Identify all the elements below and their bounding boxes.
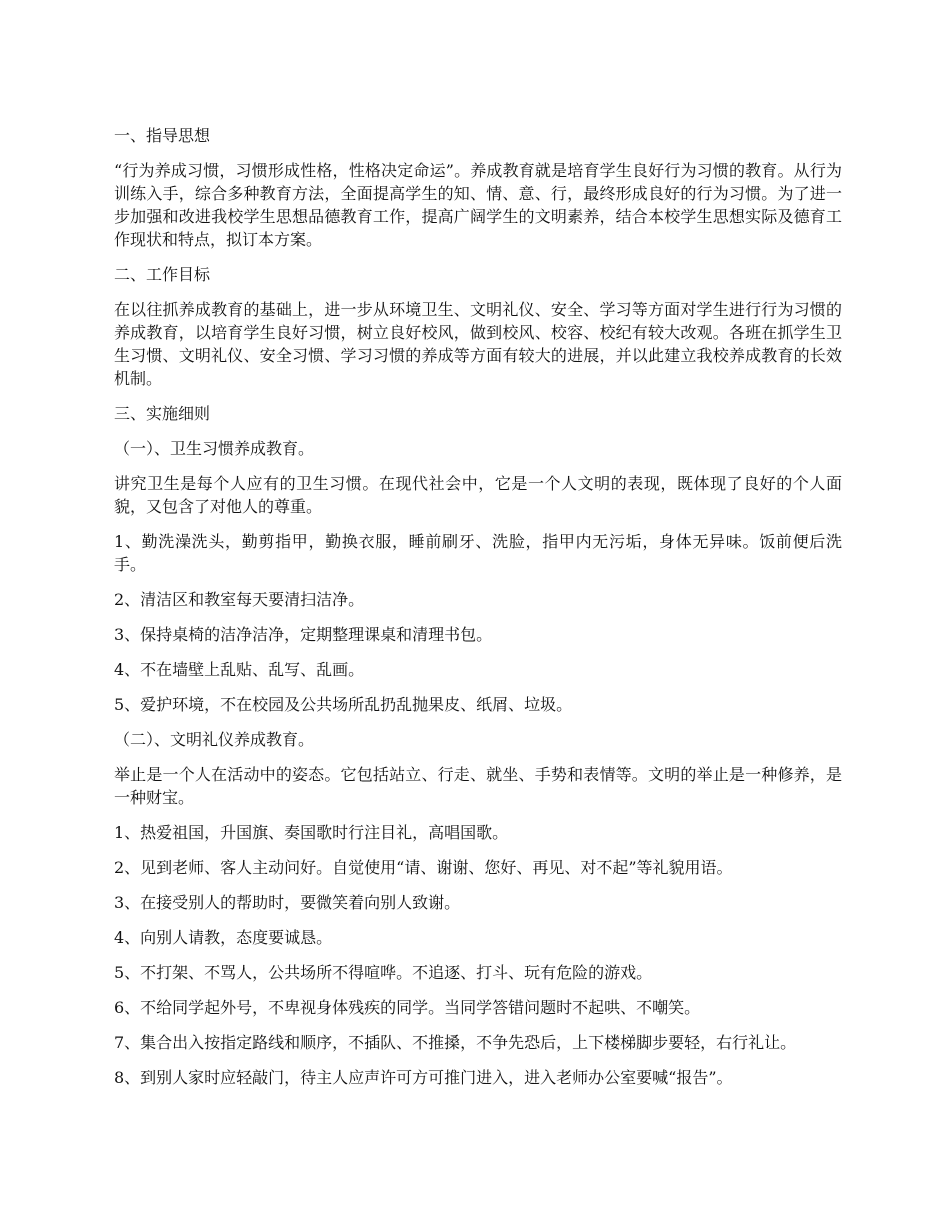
list-item-hygiene-1: 1、勤洗澡洗头，勤剪指甲，勤换衣服，睡前刷牙、洗脸，指甲内无污垢，身体无异味。饭前便后洗手。: [114, 532, 842, 574]
list-item-etiquette-1: 1、热爱祖国，升国旗、奏国歌时行注目礼，高唱国歌。: [114, 823, 509, 842]
paragraph-etiquette-intro: 举止是一个人在活动中的姿态。它包括站立、行走、就坐、手势和表情等。文明的举止是一种修养，是一种财宝。: [114, 765, 842, 807]
list-item-hygiene-5: 5、爱护环境，不在校园及公共场所乱扔乱抛果皮、纸屑、垃圾。: [114, 695, 573, 714]
document-page: [114, 124, 842, 1101]
list-item-etiquette-5: 5、不打架、不骂人，公共场所不得喧哗。不追逐、打斗、玩有危险的游戏。: [114, 963, 653, 982]
section-heading-work-goals: 二、工作目标: [114, 265, 211, 284]
subsection-heading-etiquette: （二）、文明礼仪养成教育。: [114, 730, 315, 749]
list-item-etiquette-8: 8、到别人家时应轻敲门，待主人应声许可方可推门进入，进入老师办公室要喊“报告”。: [114, 1068, 733, 1087]
list-item-etiquette-7: 7、集合出入按指定路线和顺序，不插队、不推搡，不争先恐后，上下楼梯脚步要轻，右行礼让。: [114, 1033, 797, 1052]
list-item-hygiene-2: 2、清洁区和教室每天要清扫洁净。: [114, 590, 365, 609]
list-item-etiquette-2: 2、见到老师、客人主动问好。自觉使用“请、谢谢、您好、再见、对不起”等礼貌用语。: [114, 858, 733, 877]
list-item-hygiene-4: 4、不在墙壁上乱贴、乱写、乱画。: [114, 660, 365, 679]
subsection-heading-hygiene: （一）、卫生习惯养成教育。: [114, 439, 315, 458]
section-heading-guiding-ideology: 一、指导思想: [114, 126, 211, 145]
paragraph-work-goals: 在以往抓养成教育的基础上，进一步从环境卫生、文明礼仪、安全、学习等方面对学生进行行为习惯的养成教育，以培育学生良好习惯，树立良好校风，做到校风、校容、校纪有较大改观。各班在抓学生卫生习惯、文明礼仪、安全习惯、学习习惯的养成等方面有较大的进展，并以此建立我校养成教育的长效机制。: [114, 300, 842, 388]
paragraph-guiding-ideology: “行为养成习惯，习惯形成性格，性格决定命运”。养成教育就是培育学生良好行为习惯的教育。从行为训练入手，综合多种教育方法，全面提高学生的知、情、意、行，最终形成良好的行为习惯。为了进一步加强和改进我校学生思想品德教育工作，提高广阔学生的文明素养，结合本校学生思想实际及德育工作现状和特点，拟订本方案。: [114, 161, 842, 249]
paragraph-hygiene-intro: 讲究卫生是每个人应有的卫生习惯。在现代社会中，它是一个人文明的表现，既体现了良好的个人面貌，又包含了对他人的尊重。: [114, 474, 842, 516]
list-item-etiquette-6: 6、不给同学起外号，不卑视身体残疾的同学。当同学答错问题时不起哄、不嘲笑。: [114, 998, 701, 1017]
list-item-etiquette-4: 4、向别人请教，态度要诚恳。: [114, 928, 333, 947]
list-item-etiquette-3: 3、在接受别人的帮助时，要微笑着向别人致谢。: [114, 893, 461, 912]
list-item-hygiene-3: 3、保持桌椅的洁净洁净，定期整理课桌和清理书包。: [114, 625, 493, 644]
section-heading-implementation: 三、实施细则: [114, 404, 211, 423]
